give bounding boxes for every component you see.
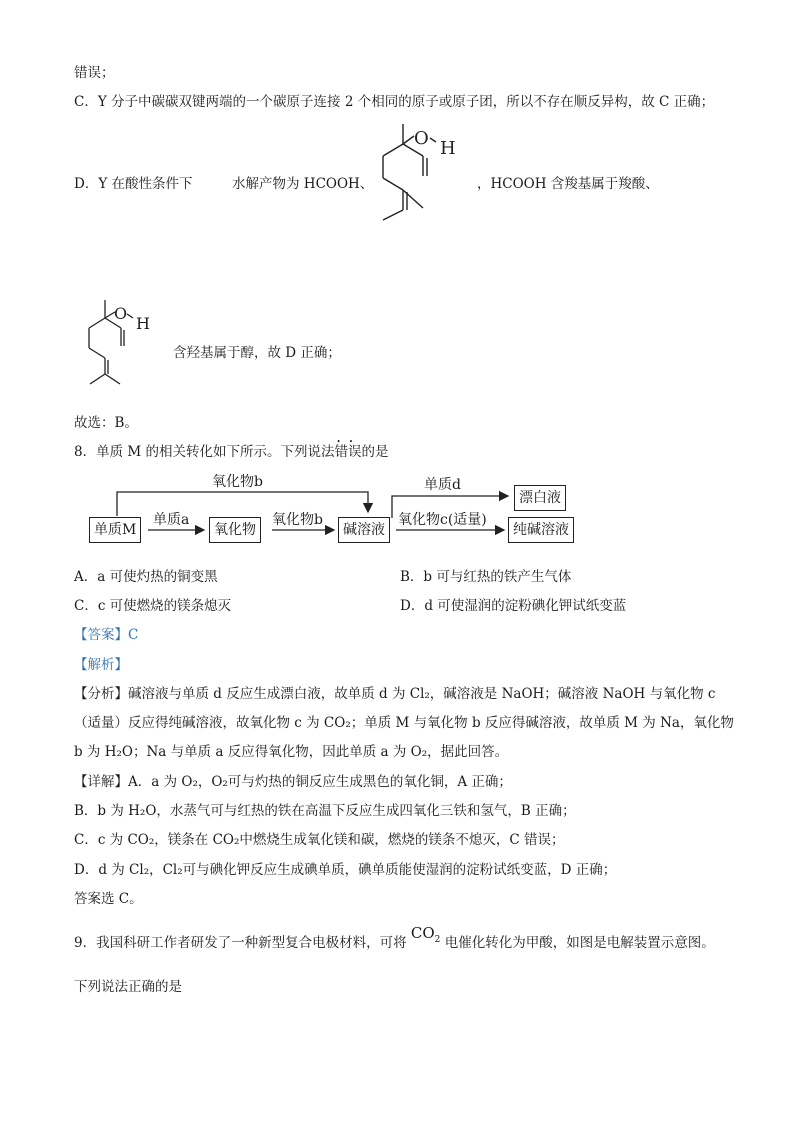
option-d-explanation-part3: ，HCOOH 含羧基属于羧酸、 [477, 176, 659, 192]
label-element-a: 单质a [153, 512, 190, 528]
option-c: C．c 可使燃烧的镁条熄灭 [74, 598, 232, 614]
analysis-line-2: （适量）反应得纯碱溶液，故氧化物 c 为 CO₂；单质 M 与氧化物 b 反应得碱溶液，故单质 M 为 Na，氧化物 [74, 715, 734, 731]
hydrogen-atom-label: H [136, 314, 150, 333]
detail-b: B．b 为 H₂O，水蒸气可与红热的铁在高温下反应生成四氧化三铁和氢气，B 正确； [74, 803, 576, 819]
option-c-explanation: C．Y 分子中碳碳双键两端的一个碳原子连接 2 个相同的原子或原子团，所以不存在顺反异构，故 C 正确； [74, 94, 715, 110]
wrong-tail-text: 错误； [74, 65, 115, 81]
option-d-explanation-part2: 水解产物为 HCOOH、 [232, 176, 374, 192]
node-element-m: 单质M [89, 517, 141, 543]
oxygen-atom-label: O [114, 304, 128, 323]
detail-a: 【详解】A．a 为 O₂，O₂可与灼热的铜反应生成黑色的氧化铜，A 正确； [74, 774, 512, 790]
previous-answer: 故选：B。 [74, 415, 138, 431]
label-oxide-c: 氧化物c(适量) [398, 512, 487, 528]
question-8-stem-part2: 的是 [361, 444, 389, 460]
option-d-explanation-part1: D．Y 在酸性条件下 [74, 176, 193, 192]
hydrogen-atom-label: H [440, 138, 456, 159]
question-9-stem [74, 924, 715, 959]
node-oxide: 氧化物 [209, 517, 261, 543]
final-answer: 答案选 C。 [74, 891, 143, 907]
hydroxyl-explanation: 含羟基属于醇，故 D 正确； [173, 345, 341, 361]
oxygen-atom-label: O [414, 128, 429, 149]
detail-c: C．c 为 CO₂，镁条在 CO₂中燃烧生成氧化镁和碳，燃烧的镁条不熄灭，C 错误； [74, 832, 565, 848]
label-element-d: 单质d [424, 477, 461, 493]
answer-tag: 【答案】C [74, 627, 139, 643]
question-9-stem-line2: 下列说法正确的是 [74, 979, 182, 995]
option-a: A．a 可使灼热的铜变黑 [74, 569, 218, 585]
node-soda-solution: 纯碱溶液 [508, 517, 574, 543]
detail-d: D．d 为 Cl₂，Cl₂可与碘化钾反应生成碘单质，碘单质能使湿润的淀粉试纸变蓝，D 正确； [74, 862, 617, 878]
analysis-tag: 【解析】 [74, 657, 128, 673]
node-bleach: 漂白液 [514, 485, 566, 511]
node-base-solution: 碱溶液 [338, 517, 390, 543]
analysis-line-3: b 为 H₂O；Na 与单质 a 反应得氧化物，因此单质 a 为 O₂，据此回答。 [74, 744, 509, 760]
question-9-stem-part2: 电催化转化为甲酸，如图是电解装置示意图。 [444, 935, 715, 951]
question-9-stem-part1: 9．我国科研工作者研发了一种新型复合电极材料，可将 [74, 935, 407, 951]
label-oxide-b-top: 氧化物b [212, 474, 263, 490]
label-oxide-b-mid: 氧化物b [272, 512, 323, 528]
option-d: D．d 可使湿润的淀粉碘化钾试纸变蓝 [400, 598, 627, 614]
question-8-stem-part1: 8．单质 M 的相关转化如下所示。下列说法 [74, 444, 335, 460]
option-b: B．b 可与红热的铁产生气体 [400, 569, 572, 585]
analysis-line-1: 【分析】碱溶液与单质 d 反应生成漂白液，故单质 d 为 Cl₂，碱溶液是 NaOH；碱溶液 NaOH 与氧化物 c [74, 686, 716, 702]
conversion-diagram-arrows [0, 0, 800, 560]
question-8-emphasis: • • 错误 [335, 442, 362, 462]
co2-formula: $CO_2$ [410, 924, 441, 945]
